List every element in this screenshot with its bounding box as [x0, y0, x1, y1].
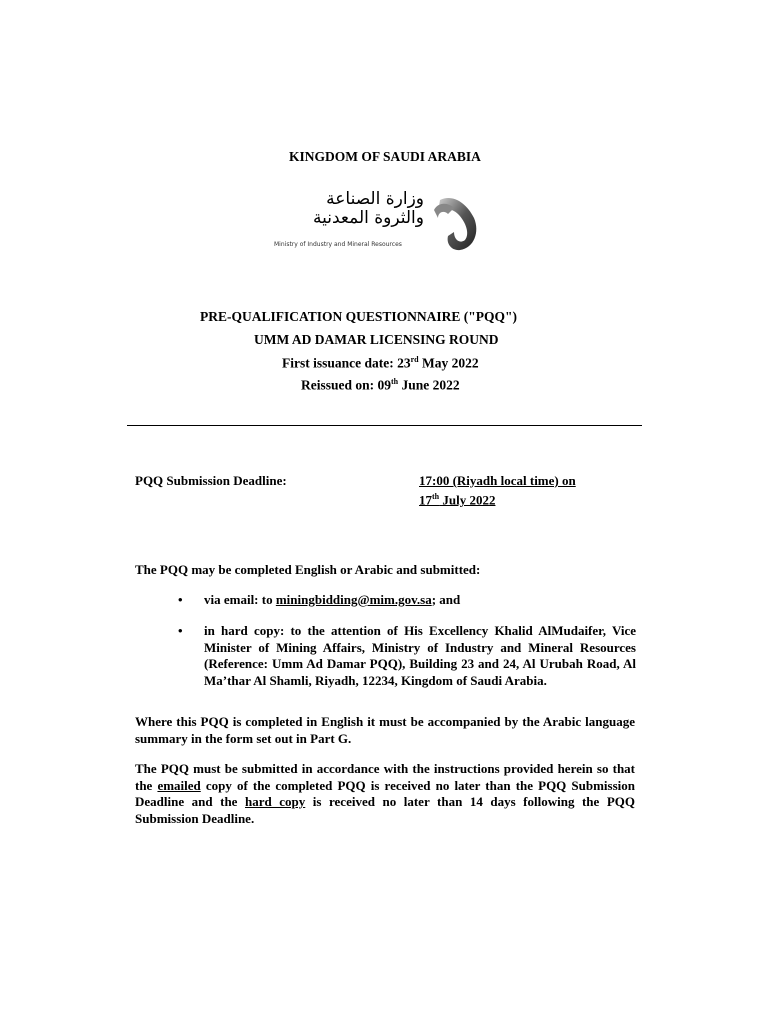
licensing-round-title: UMM AD DAMAR LICENSING ROUND	[254, 332, 499, 347]
bullet-email: via email: to miningbidding@mim.gov.sa; and	[204, 592, 461, 607]
ministry-logo	[268, 190, 480, 256]
deadline-label: PQQ Submission Deadline:	[135, 473, 287, 488]
submission-intro: The PQQ may be completed English or Arabic and submitted:	[135, 562, 481, 577]
document-title: PRE-QUALIFICATION QUESTIONNAIRE ("PQQ")	[200, 309, 518, 324]
submission-instructions-paragraph: The PQQ must be submitted in accordance with the instructions provided herein so that the emailed copy of the completed PQQ is received no later than the PQQ Submission Deadline and the hard copy is received no later than 14 days following the PQQ Submission Deadline.	[135, 761, 636, 826]
ministry-emblem-icon	[430, 192, 480, 254]
logo-arabic-text	[313, 190, 424, 228]
bullet-hard-copy: in hard copy: to the attention of His Excellency Khalid AlMudaifer, Vice Minister of Mining Affairs, Ministry of Industry and Mineral Resources (Reference: Umm Ad Damar PQQ), Building 23 and 24, Al Urubah Road, Al Ma’thar Al Shamli, Riyadh, 12234, Kingdom of Saudi Arabia.	[204, 623, 636, 688]
logo-english-text: Ministry of Industry and Mineral Resources	[274, 241, 402, 248]
arabic-summary-paragraph: Where this PQQ is completed in English it must be accompanied by the Arabic language summary in the form set out in Part G.	[135, 714, 635, 746]
reissue-date: Reissued on: 09th June 2022	[301, 377, 460, 393]
bullet-marker: •	[178, 623, 183, 638]
email-link[interactable]: miningbidding@mim.gov.sa	[275, 592, 432, 607]
deadline-date: 17th July 2022	[419, 492, 496, 508]
country-heading: KINGDOM OF SAUDI ARABIA	[289, 149, 481, 164]
deadline-value	[419, 473, 576, 508]
logo-arabic-line1: وزارة الصناعة	[326, 189, 424, 209]
horizontal-divider	[127, 425, 642, 426]
logo-arabic-line2: والثروة المعدنية	[313, 208, 424, 228]
issuance-date: First issuance date: 23rd May 2022	[282, 355, 479, 371]
bullet-marker: •	[178, 592, 183, 607]
deadline-time: 17:00 (Riyadh local time) on	[419, 473, 576, 488]
